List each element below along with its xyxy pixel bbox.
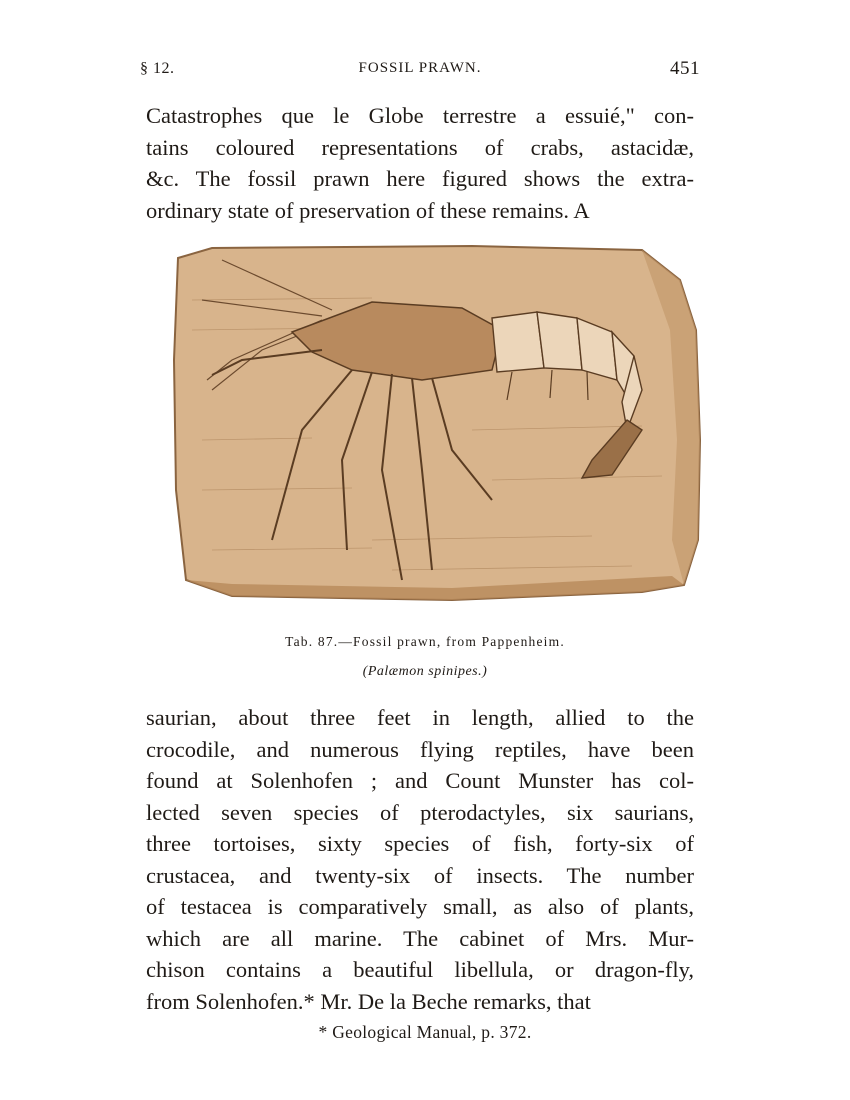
text-line: Catastrophes que le Globe terrestre a essuié," con-: [146, 103, 694, 128]
fossil-prawn-engraving: [172, 240, 702, 605]
paragraph-bottom: [146, 702, 694, 1017]
paragraph-top: [146, 100, 694, 226]
text-line: crustacea, and twenty-six of insects. The number: [146, 862, 694, 888]
running-title: FOSSIL PRAWN.: [358, 60, 482, 76]
figure-caption: Tab. 87.—Fossil prawn, from Pappenheim.: [285, 634, 565, 649]
figure-subcaption: (Palæmon spinipes.): [362, 664, 488, 679]
text-line: from Solenhofen.* Mr. De la Beche remarks, that: [146, 988, 591, 1014]
text-line: saurian, about three feet in length, allied to the: [146, 705, 694, 730]
prawn-illustration: [172, 240, 702, 605]
text-line: lected seven species of pterodactyles, six saurians,: [146, 799, 694, 825]
footnote: * Geological Manual, p. 372.: [318, 1022, 532, 1042]
text-line: tains coloured representations of crabs, astacidæ,: [146, 134, 694, 160]
text-line: crocodile, and numerous flying reptiles, have been: [146, 736, 694, 762]
page-number: 451: [670, 58, 700, 79]
text-line: of testacea is comparatively small, as also of plants,: [146, 894, 694, 919]
running-head: [140, 58, 700, 84]
text-line: three tortoises, sixty species of fish, forty-six of: [146, 831, 694, 856]
section-number: § 12.: [140, 60, 175, 77]
text-line: found at Solenhofen ; and Count Munster has col-: [146, 768, 694, 793]
text-line: which are all marine. The cabinet of Mrs. Mur-: [146, 925, 694, 951]
text-line: ordinary state of preservation of these remains. A: [146, 197, 590, 223]
text-line: chison contains a beautiful libellula, or dragon-fly,: [146, 957, 694, 982]
text-line: &c. The fossil prawn here figured shows the extra-: [146, 166, 694, 191]
